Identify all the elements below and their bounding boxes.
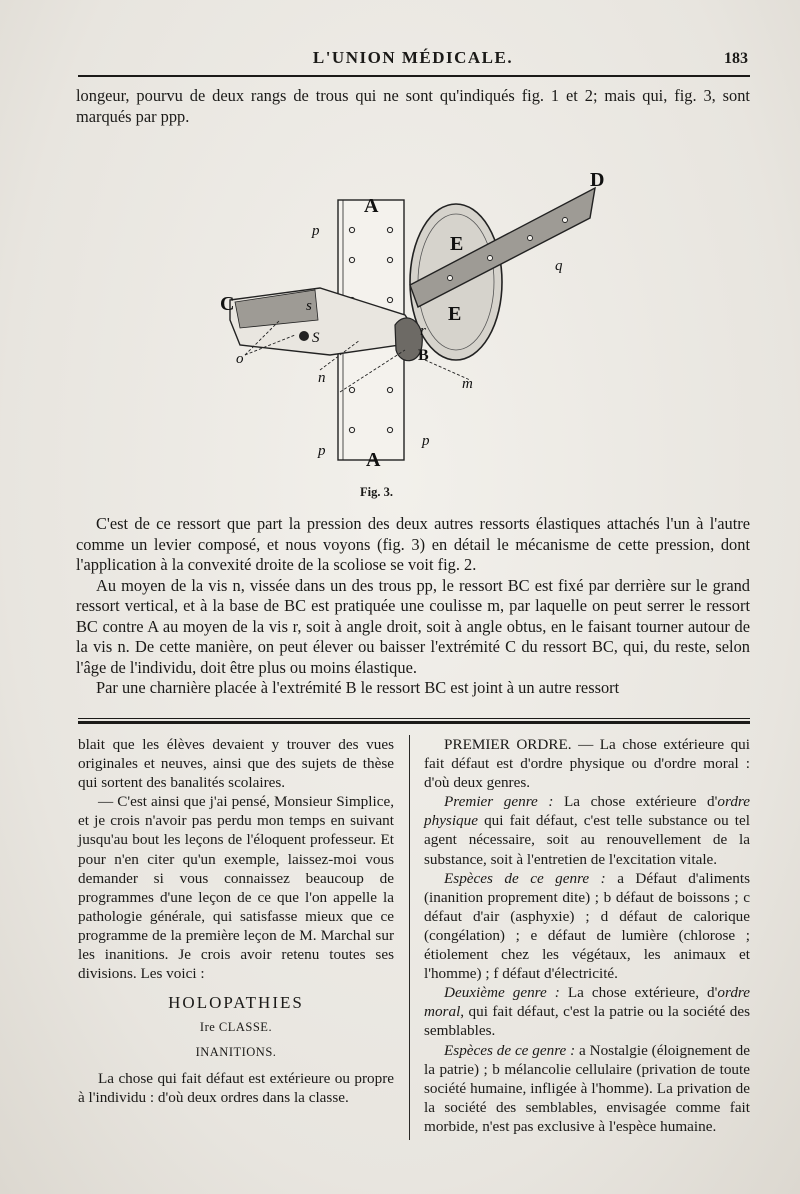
label-e-top: E [450,233,464,255]
label-m: m [462,376,473,392]
label-r: r [420,323,426,339]
deuxieme-genre-paragraph: Deuxième genre : La chose extérieure, d'ordre moral, qui fait défaut, c'est la patrie ou la société des semblables. [424,984,750,1040]
left-paragraph-1: blait que les élèves devaient y trouver des vues originales et neuves, ainsi que des sujets de thèse qui sortent des banalités scolaires. [78,736,394,792]
label-p-bottom: p [318,443,326,459]
especes-genre-2-paragraph: Espèces de ce genre : a Nostalgie (éloignement de la patrie) ; b mélancolie cellulaire (privation de toute société humaine, infligée à l'homme). La privation de la société des semblables, envisagée comme fait morbide, n'est pas exclusive à l'espèce humaine. [424,1041,750,1135]
figure-caption: Fig. 3. [360,485,393,499]
label-s-capital: S [312,330,320,346]
left-paragraph-3: La chose qui fait défaut est extérieure ou propre à l'individu : d'où deux ordres dans la classe. [78,1069,394,1106]
top-paragraphs-body [76,514,750,699]
running-title: L'UNION MÉDICALE. [312,48,514,67]
label-q: q [555,258,563,274]
label-s: s [306,298,312,314]
label-a-top: A [364,195,379,217]
label-a-bottom: A [366,449,381,471]
label-e-bottom: E [448,303,462,325]
label-c: C [220,293,235,315]
top-paragraph-2: C'est de ce ressort que part la pression des deux autres ressorts élastiques attachés l'un à l'autre comme un levier composé, et nous voyons (fig. 3) en détail le mécanisme de cette pression, dont l'application à la convexité droite de la scoliose se voit fig. 2. [76,514,750,574]
inanitions-heading: INANITIONS. [195,1045,277,1060]
page-header [78,46,748,70]
class-heading: Ire CLASSE. [199,1020,273,1035]
top-paragraph-4: Par une charnière placée à l'extrémité B le ressort BC est joint à un autre ressort [96,678,620,697]
label-n: n [318,370,326,386]
top-paragraph-3: Au moyen de la vis n, vissée dans un des trous pp, le ressort BC est fixé par derrière sur le grand ressort vertical, et à la base de BC est pratiquée une coulisse m, par laquelle on peut serrer le ressort BC contre A au moyen de la vis r, soit à angle droit, soit à angle obtus, en le faisant tourner autour de la vis n. De cette manière, on peut élever ou baisser l'extrémité C du ressort BC, qui, du reste, selon l'âge de l'individu, doit être plus ou moins élastique. [76,575,750,677]
premier-ordre-paragraph: PREMIER ORDRE. — La chose extérieure qui fait défaut est d'ordre physique ou d'ordre moral : d'où deux genres. [424,736,750,792]
especes-genre-1-paragraph: Espèces de ce genre : a Défaut d'aliments (inanition proprement dite) ; b défaut de boissons ; c défaut d'air (asphyxie) ; d défaut de calorique (congélation) ; e défaut de lumière (chlorose ; étiolement chez les végétaux, les animaux et l'homme) ; f défaut d'électricité. [424,869,750,983]
right-column [424,735,750,1136]
page-number: 183 [724,50,748,67]
column-divider [409,735,410,1140]
label-o: o [236,351,244,367]
top-paragraph-1: longeur, pourvu de deux rangs de trous qui ne sont qu'indiqués fig. 1 et 2; mais qui, fig. 3, sont marqués par ppp. [76,86,750,126]
label-p-top: p [312,223,320,239]
label-p-right: p [422,433,430,449]
label-d: D [590,169,605,191]
left-paragraph-2: — C'est ainsi que j'ai pensé, Monsieur Simplice, et je crois n'avoir pas perdu mon temps en suivant jusqu'au bout les leçons de l'éloquent professeur. Et pour n'en citer qu'un exemple, laissez-moi vous demander si vous connaissez beaucoup de programmes d'une leçon de ce que l'on appelle la pathologie générale, qui satisfasse mieux que ce programme de la première leçon de M. Marchal sur les inanitions. Je crois avoir retenu toutes ses divisions. Les voici : [78,793,394,983]
holopathies-heading: HOLOPATHIES [168,993,304,1013]
label-b: B [418,347,429,364]
screw-s [299,331,309,341]
header-rule [78,75,750,77]
premier-genre-paragraph: Premier genre : La chose extérieure d'ordre physique qui fait défaut, c'est telle substance ou tel agent nécessaire, soit au renouvellement de la substance, soit à l'entretien de l'excitation vitale. [424,793,750,868]
figure-3-illustration [200,160,620,500]
left-column [78,735,394,1107]
section-double-rule [78,718,750,724]
